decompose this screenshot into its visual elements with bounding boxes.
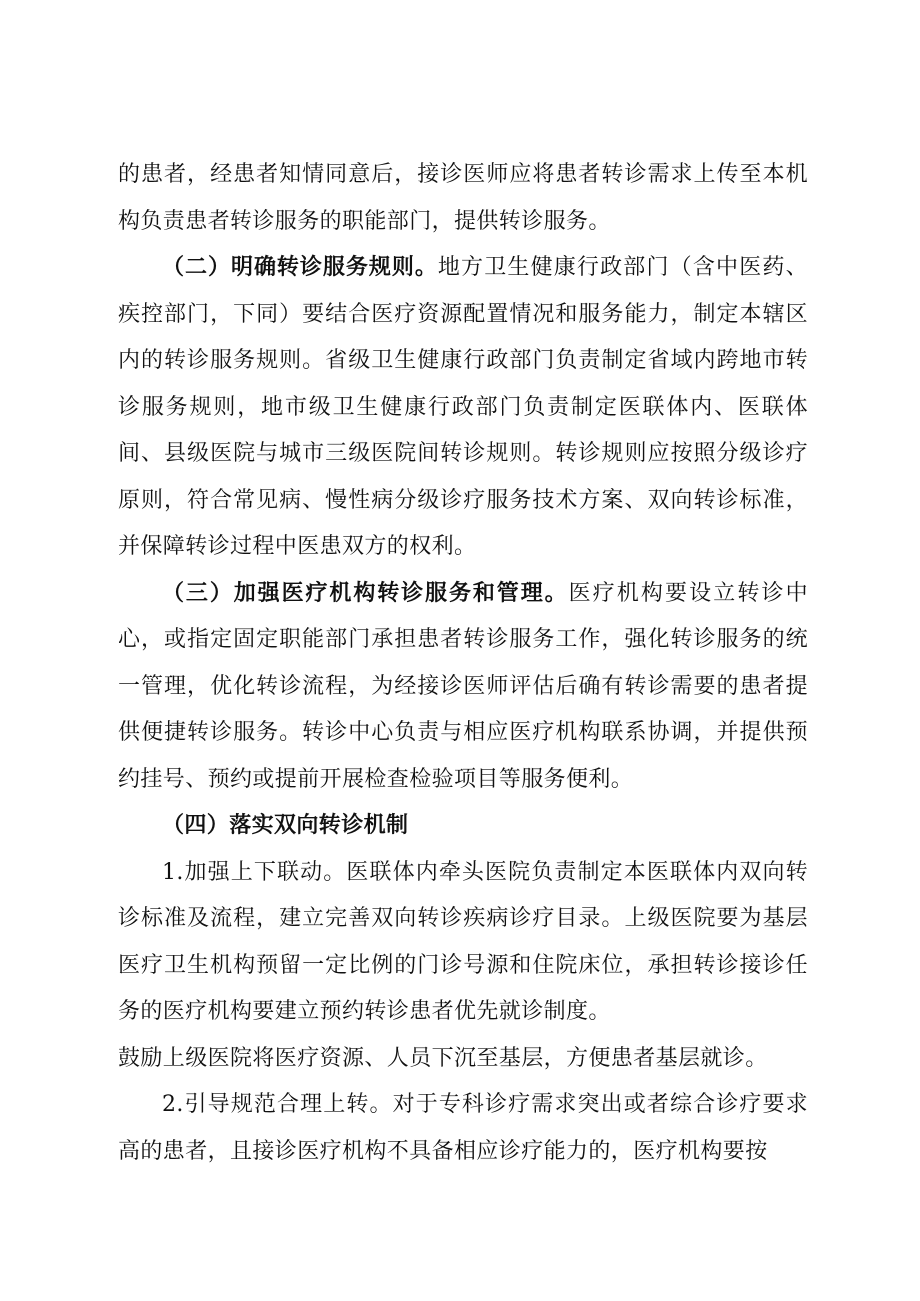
- paragraph-text: 鼓励上级医院将医疗资源、人员下沉至基层，方便患者基层就诊。: [118, 1045, 768, 1071]
- document-body: [118, 152, 808, 1175]
- paragraph-continuation: [118, 152, 808, 245]
- section-heading-2: （二）明确转诊服务规则。: [162, 255, 438, 280]
- section-heading-4: [118, 803, 808, 850]
- section-heading-3: （三）加强医疗机构转诊服务和管理。: [162, 580, 569, 606]
- paragraph-text: 地方卫生健康行政部门（含中医药、疾控部门，下同）要结合医疗资源配置情况和服务能力，制定本辖区内的转诊服务规则。省级卫生健康行政部门负责制定省域内跨地市转诊服务规则，地市级卫生健康行政部门负责制定医联体内、医联体间、县级医院与城市三级医院间转诊规则。转诊规则应按照分级诊疗原则，符合常见病、慢性病分级诊疗服务技术方案、双向转诊标准，并保障转诊过程中医患双方的权利。: [118, 255, 809, 559]
- paragraph-item-1: [118, 850, 808, 1036]
- paragraph-institution-management: [118, 571, 808, 804]
- heading-text: （四）落实双向转诊机制: [162, 813, 409, 838]
- paragraph-transfer-rules: [118, 245, 808, 571]
- paragraph-encourage: [118, 1036, 808, 1083]
- paragraph-text: 1.加强上下联动。医联体内牵头医院负责制定本医联体内双向转诊标准及流程，建立完善双向转诊疾病诊疗目录。上级医院要为基层医疗卫生机构预留一定比例的门诊号源和住院床位，承担转诊接诊任务的医疗机构要建立预约转诊患者优先就诊制度。: [118, 859, 808, 1024]
- paragraph-text: 的患者，经患者知情同意后，接诊医师应将患者转诊需求上传至本机构负责患者转诊服务的职能部门，提供转诊服务。: [118, 162, 808, 234]
- paragraph-text: 医疗机构要设立转诊中心，或指定固定职能部门承担患者转诊服务工作，强化转诊服务的统一管理，优化转诊流程，为经接诊医师评估后确有转诊需要的患者提供便捷转诊服务。转诊中心负责与相应医疗机构联系协调，并提供预约挂号、预约或提前开展检查检验项目等服务便利。: [118, 580, 808, 792]
- paragraph-text: 2.引导规范合理上转。对于专科诊疗需求突出或者综合诊疗要求高的患者，且接诊医疗机构不具备相应诊疗能力的，医疗机构要按: [118, 1092, 808, 1164]
- paragraph-item-2: [118, 1082, 808, 1175]
